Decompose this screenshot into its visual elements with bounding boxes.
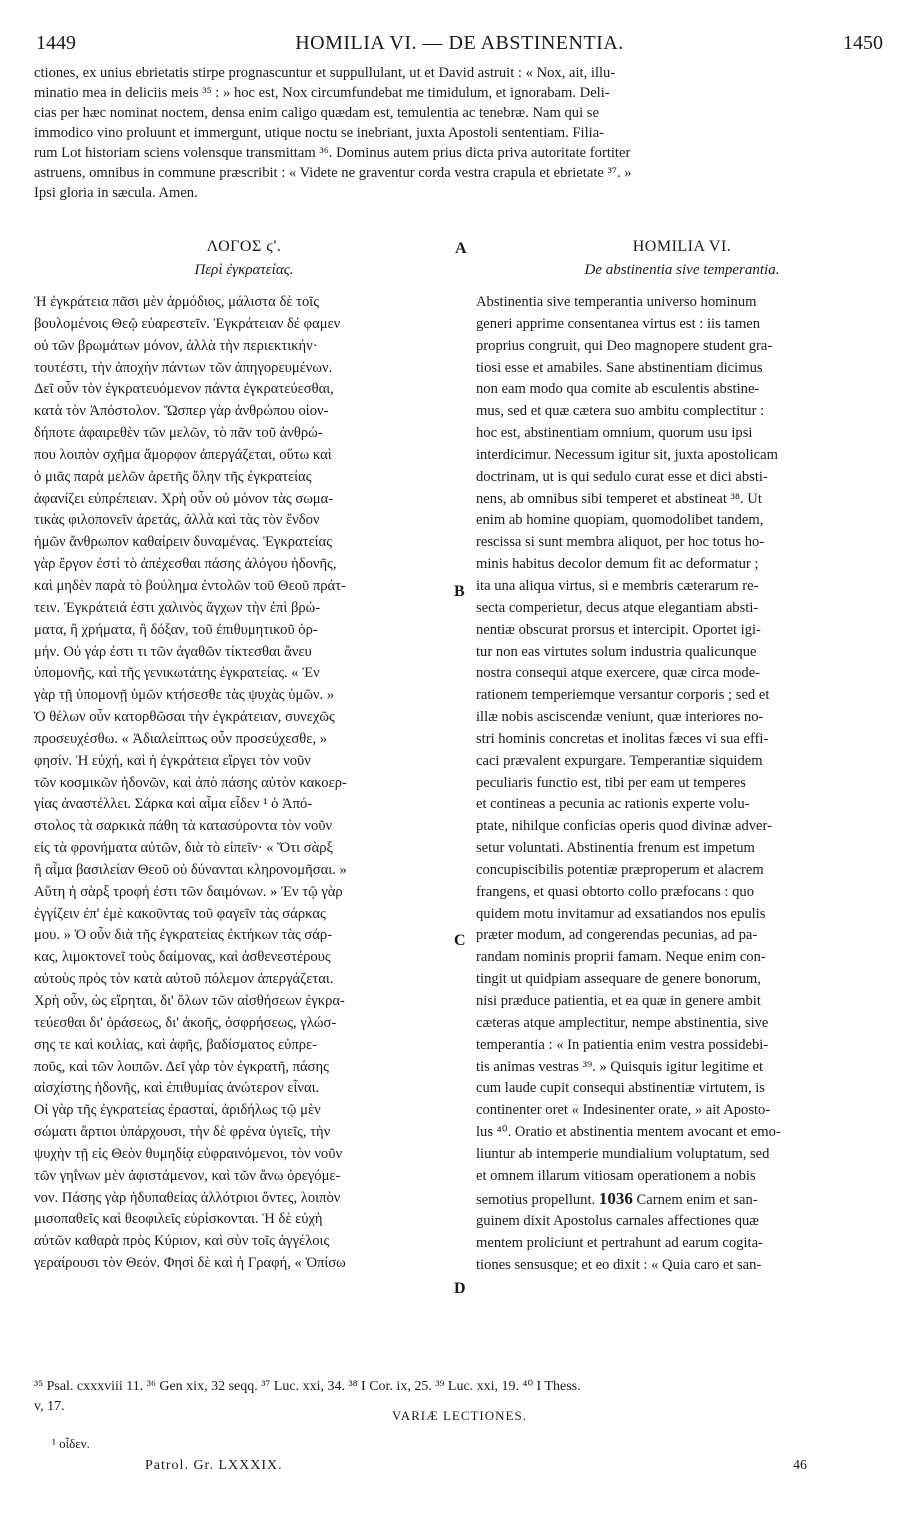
greek-line: προσευχέσθω. « Ἀδιαλείπτως οὖν προσεύχεσθε, » xyxy=(34,730,327,747)
greek-line: Ἡ ἐγκράτεια πᾶσι μὲν ἁρμόδιος, μάλιστα δὲ τοῖς xyxy=(34,294,319,310)
latin-line: nostra consequi atque exercere, quæ circa mode- xyxy=(476,665,761,682)
latin-line: et omnem illarum vitiosam operationem a nobis xyxy=(476,1167,756,1184)
greek-line: βουλομένοις Θεῷ εὐαρεστεῖν. Ἐγκράτειαν δέ φαμεν xyxy=(34,315,341,332)
variant-reading-note: ¹ οἶδεν. xyxy=(52,1436,90,1451)
footnote-line: v, 17. xyxy=(34,1399,65,1414)
latin-line: cum laude cupit consequi abstinentiæ virtutem, is xyxy=(476,1080,765,1097)
greek-subtitle: Περὶ ἐγκρατείας. xyxy=(194,262,294,278)
greek-line: τῶν κοσμικῶν ἡδονῶν, καὶ ἀπὸ πάσης αὐτὸν κακοερ- xyxy=(34,774,347,791)
greek-column xyxy=(34,292,454,1275)
sheet-number: 46 xyxy=(793,1458,807,1473)
latin-line: rescissa si sunt membra aliquot, per hoc totus ho- xyxy=(476,534,765,551)
latin-line xyxy=(476,1188,888,1212)
greek-line: ἐγγίζειν ἐπ' ἐμὲ κακοῦντας τοῦ φαγεῖν τὰς σάρκας xyxy=(34,905,326,922)
latin-line: tingit ut quidpiam assequare de genere bonorum, xyxy=(476,971,761,988)
latin-line: Abstinentia sive temperantia universo hominum xyxy=(476,294,757,310)
latin-line: cæteras atque amplectitur, nempe abstinentia, sive xyxy=(476,1014,769,1031)
section-marker-a: A xyxy=(455,240,467,257)
greek-line: μου. » Ὁ οὖν διὰ τῆς ἐγκρατείας ἐκτήκων τὰς σάρ- xyxy=(34,927,333,944)
latin-line: guinem dixit Apostolus carnales affectiones quæ xyxy=(476,1213,760,1230)
greek-title: ΛΟΓΟΣ ϛ'. xyxy=(206,238,282,255)
greek-line: κατὰ τὸν Ἀπόστολον. Ὥσπερ γὰρ ἀνθρώπου οἱον- xyxy=(34,403,329,420)
greek-line: κας, λιμοκτονεῖ τοὺς δαίμονας, καὶ ἀσθενεστέρους xyxy=(34,949,331,966)
section-marker-b: B xyxy=(454,583,465,600)
greek-line: ἡμῶν ἄνθρωπον καθαίρειν δυναμένας. Ἐγκρατείας xyxy=(34,534,332,551)
latin-line: temperantia : « In patientia enim vestra possidebi- xyxy=(476,1036,769,1053)
intro-line: Ipsi gloria in sæcula. Amen. xyxy=(34,185,198,201)
latin-subtitle: De abstinentia sive temperantia. xyxy=(584,262,780,278)
page-header xyxy=(36,32,883,60)
latin-line: tur non eas virtutes solum industria qualicunque xyxy=(476,643,757,660)
greek-line: τικὰς φιλοπονεῖν ἀρετάς, ἀλλὰ καὶ τὰς τὸν ἔνδον xyxy=(34,512,320,529)
latin-line: continenter oret « Indesinenter orate, » ait Aposto- xyxy=(476,1102,771,1119)
intro-line: ctiones, ex unius ebrietatis stirpe prognascuntur et suppullulant, ut et David astruit : « Nox, ait, illu- xyxy=(34,65,616,81)
latin-line: stri hominis concretas et inolitas fæces vi sua effi- xyxy=(476,730,769,747)
latin-line: proprius congruit, qui Deo magnopere student gra- xyxy=(476,337,773,354)
greek-line: γὰρ τῇ ὑπομονῇ ὑμῶν κτήσεσθε τὰς ψυχὰς ὑμῶν. » xyxy=(34,687,335,704)
footnote-line: ³⁵ Psal. cxxxviii 11. ³⁶ Gen xix, 32 seqq. ³⁷ Luc. xxi, 34. ³⁸ I Cor. ix, 25. ³⁹ Luc. xxi, 19. ⁴⁰ I Thess. xyxy=(34,1379,581,1394)
latin-line: tiones sensusque; et eo dixit : « Quia caro et san- xyxy=(476,1257,762,1274)
intro-line: minatio mea in deliciis meis ³⁵ : » hoc est, Nox circumfundebat me timidulum, et ignorabam. Deli- xyxy=(34,85,610,101)
latin-line: concupiscibilis potentiæ præproperum et alacrem xyxy=(476,861,764,878)
migne-column-number: 1036 xyxy=(598,1188,633,1208)
greek-line: μήν. Οὐ γάρ ἐστι τι τῶν ἀγαθῶν τίκτεσθαι ἄνευ xyxy=(34,643,312,660)
latin-title: HOMILIA VI. xyxy=(632,238,732,255)
latin-line: interdicimur. Necessum igitur sit, juxta apostolicam xyxy=(476,446,778,463)
latin-line: ptate, nihilque conficias operis quod divinæ adver- xyxy=(476,818,772,835)
greek-line: ἢ αἷμα βασιλείαν Θεοῦ οὐ δύνανται κληρονομῆσαι. » xyxy=(34,861,347,878)
latin-line: rationem temperiemque versantur corporis ; sed et xyxy=(476,687,770,704)
greek-line: νον. Πάσης γὰρ ἡδυπαθείας ἀλλότριοι ὄντες, λοιπὸν xyxy=(34,1189,341,1206)
intro-line: rum Lot historiam sciens volensque transmittam ³⁶. Dominus autem prius dicta priva autoritate fortiter xyxy=(34,145,631,161)
greek-line: οὐ τῶν βρωμάτων μόνον, ἀλλὰ τὴν περιεκτικήν· xyxy=(34,337,318,354)
greek-line: σώματι ἄρτιοι ὑπάρχουσι, τὴν δὲ φρένα ὑγιεῖς, τὴν xyxy=(34,1124,331,1141)
greek-line: στολος τὰ σαρκικὰ πάθη τὰ κατασύροντα τὸν νοῦν xyxy=(34,818,333,835)
greek-line: που λοιπὸν σχῆμα ἄμορφον ἀπεργάζεται, οὕτω καὶ xyxy=(34,446,332,463)
latin-line: mus, sed et quæ cætera suo ambitu complectitur : xyxy=(476,403,765,420)
latin-line: hoc est, abstinentiam omnium, quorum usu ipsi xyxy=(476,425,753,442)
latin-line: randam nominis proprii famam. Neque enim con- xyxy=(476,949,766,966)
latin-line: peculiaris functio est, tibi per eam ut temperes xyxy=(476,774,746,791)
greek-line: γὰρ ἔργον ἐστὶ τὸ ἀπέχεσθαι πάσης ἀλόγου ἡδονῆς, xyxy=(34,556,337,573)
greek-line: Οἱ γὰρ τῆς ἐγκρατείας ἐρασταί, ἀριδήλως τῷ μὲν xyxy=(34,1102,321,1119)
greek-line: αὐτῶν καθαρὰ πρὸς Κύριον, καὶ σὺν τοῖς ἀγγέλοις xyxy=(34,1233,330,1250)
page-footer xyxy=(145,1458,807,1480)
latin-line: caci prævalent expurgare. Temperantiæ siquidem xyxy=(476,752,763,769)
greek-line: ἀφανίζει εὐπρέπειαν. Χρὴ οὖν οὐ μόνον τὰς σωμα- xyxy=(34,490,334,507)
greek-line: μισοπαθεῖς καὶ θεοφιλεῖς εὑρίσκονται. Ἡ δὲ εὐχὴ xyxy=(34,1211,323,1228)
greek-line: Χρὴ οὖν, ὡς εἴρηται, δι' ὅλων τῶν αἰσθήσεων ἐγκρα- xyxy=(34,993,345,1009)
latin-line: ita una aliqua virtus, si e membris cæterarum re- xyxy=(476,577,759,594)
greek-line: καὶ μηδὲν παρὰ τὸ βούλημα ἐντολῶν τοῦ Θεοῦ πράτ- xyxy=(34,577,346,594)
greek-line: Αὕτη ἡ σὰρξ τροφή ἐστι τῶν δαιμόνων. » Ἐν τῷ γὰρ xyxy=(34,883,343,900)
latin-line: enim ab homine quopiam, quomodolibet tandem, xyxy=(476,512,764,529)
latin-line: nentiæ obscurat prorsus et intercipit. Oportet igi- xyxy=(476,621,761,638)
section-marker-d: D xyxy=(454,1280,466,1297)
latin-line: illæ nobis asciscendæ veniunt, quæ interiores no- xyxy=(476,709,764,726)
latin-line-segment: Carnem enim et san- xyxy=(636,1191,758,1208)
latin-line: tiosi esse et amabiles. Sane abstinentiam dicimus xyxy=(476,359,763,376)
greek-line: ψυχὴν τῇ εἰς Θεὸν θυμηδίᾳ εὐφραινόμενοι, τὸν νοῦν xyxy=(34,1145,343,1162)
latin-line: lus ⁴⁰. Oratio et abstinentia mentem avocant et emo- xyxy=(476,1124,781,1141)
greek-line: ματα, ἢ χρήματα, ἢ δόξαν, τοῦ ἐπιθυμητικοῦ ὁρ- xyxy=(34,621,318,638)
greek-line: ποῦς, καὶ τῶν λοιπῶν. Δεῖ γὰρ τὸν ἐγκρατῆ, πάσης xyxy=(34,1058,329,1075)
greek-line: τουτέστι, τὴν ἀποχὴν πάντων τῶν ἀπηγορευμένων. xyxy=(34,359,333,376)
latin-line: nisi præduce patientia, et ea quæ in genere ambit xyxy=(476,993,761,1009)
latin-line: tis animas vestras ³⁹. » Quisquis igitur legitime et xyxy=(476,1058,764,1075)
greek-line: αὐτοὺς πρὸς τὸν κατὰ αὐτοῦ πόλεμον ἀπεργάζεται. xyxy=(34,971,334,988)
greek-line: γίας ἀναστέλλει. Σάρκα καὶ αἷμα εἶδεν ¹ ὁ Ἀπό- xyxy=(34,796,313,813)
latin-line: præter modum, ad congerendas pecunias, ad pa- xyxy=(476,927,758,944)
running-title: HOMILIA VI. — DE ABSTINENTIA. xyxy=(295,32,624,54)
variae-lectiones-heading: VARIÆ LECTIONES. xyxy=(392,1408,527,1423)
latin-line: frangens, et quasi obtorto collo præfocans : quo xyxy=(476,883,755,900)
latin-column xyxy=(476,292,888,1277)
latin-line: non eam modo qua comite ab esculentis abstine- xyxy=(476,381,760,398)
column-number-right: 1450 xyxy=(843,32,883,54)
greek-line: τῶν γηΐνων μὲν ἀφιστάμενον, καὶ τῶν ἄνω ὀρεγόμε- xyxy=(34,1167,341,1184)
greek-line: τεύεσθαι δι' ὁράσεως, δι' ἀκοῆς, ὀσφρήσεως, γλώσ- xyxy=(34,1014,337,1031)
greek-line: ὁ μιᾶς παρὰ μελῶν ἀρετῆς ὅλην τῆς ἐγκρατείας xyxy=(34,468,312,485)
latin-line: generi apprime consentanea virtus est : iis tamen xyxy=(476,315,761,332)
series-signature: Patrol. Gr. LXXXIX. xyxy=(145,1458,283,1473)
greek-line: αἰσχίστης ἡδονῆς, καὶ ἐπιθυμίας ἀνώτερον εἶναι. xyxy=(34,1080,320,1097)
latin-line: minis habitus decolor demum fit ac deformatur ; xyxy=(476,556,759,573)
intro-line: cias per hæc nominat noctem, densa enim caligo quædam est, temulentia ac tenebræ. Nam qui se xyxy=(34,105,599,121)
latin-line: doctrinam, ut is qui sedulo curat esse et dici absti- xyxy=(476,468,768,485)
latin-line: quidem motu invitamur ad exsatiandos nos epulis xyxy=(476,905,766,922)
intro-paragraph xyxy=(34,63,889,203)
latin-line: et contineas a pecunia ac rationis experte volu- xyxy=(476,796,750,813)
greek-line: γεραίρουσι τὸν Θεόν. Φησὶ δὲ καὶ ἡ Γραφή, « Ὀπίσω xyxy=(34,1255,346,1272)
latin-line: mentem proliciunt et pertrahunt ad earum cogita- xyxy=(476,1235,763,1252)
latin-line: setur voluntati. Abstinentia frenum est impetum xyxy=(476,840,755,857)
greek-line: φησίν. Ἡ εὐχή, καὶ ἡ ἐγκράτεια εἴργει τὸν νοῦν xyxy=(34,752,311,769)
latin-line: secta comperietur, decus atque elegantiam absti- xyxy=(476,599,759,616)
greek-line: εἰς τὰ φρονήματα αὐτῶν, διὰ τὸ εἰπεῖν· « Ὅτι σὰρξ xyxy=(34,840,334,857)
greek-line: τειν. Ἐγκράτειά ἐστι χαλινὸς ἄγχων τὴν ἐπὶ βρώ- xyxy=(34,599,321,616)
greek-line: ὑπομονῆς, καὶ τῆς γενικωτάτης ἐγκρατείας. « Ἐν xyxy=(34,665,320,682)
section-marker-c: C xyxy=(454,932,466,949)
latin-line: liuntur ab intemperie mundialium voluptatum, sed xyxy=(476,1145,770,1162)
latin-line-segment: semotius propellunt. xyxy=(476,1191,596,1208)
greek-line: δήποτε ἀφαιρεθὲν τῶν μελῶν, τὸ πᾶν τοῦ ἀνθρώ- xyxy=(34,425,323,442)
greek-line: σης τε καὶ κοιλίας, καὶ ἀφῆς, βαδίσματος εὐπρε- xyxy=(34,1036,318,1053)
intro-line: astruens, omnibus in commune præscribit : « Videte ne graventur corda vestra crapula et ebrietate ³⁷. » xyxy=(34,165,632,181)
greek-line: Δεῖ οὖν τὸν ἐγκρατευόμενον πάντα ἐγκρατεύεσθαι, xyxy=(34,381,334,398)
column-number-left: 1449 xyxy=(36,32,76,54)
greek-line: Ὁ θέλων οὖν κατορθῶσαι τὴν ἐγκράτειαν, συνεχῶς xyxy=(34,709,335,726)
intro-line: immodico vino proluunt et immergunt, utique noctu se inebriant, juxta Apostoli sententiam. Filia- xyxy=(34,125,605,141)
latin-line: nens, ab omnibus sibi temperet et abstineat ³⁸. Ut xyxy=(476,490,762,507)
